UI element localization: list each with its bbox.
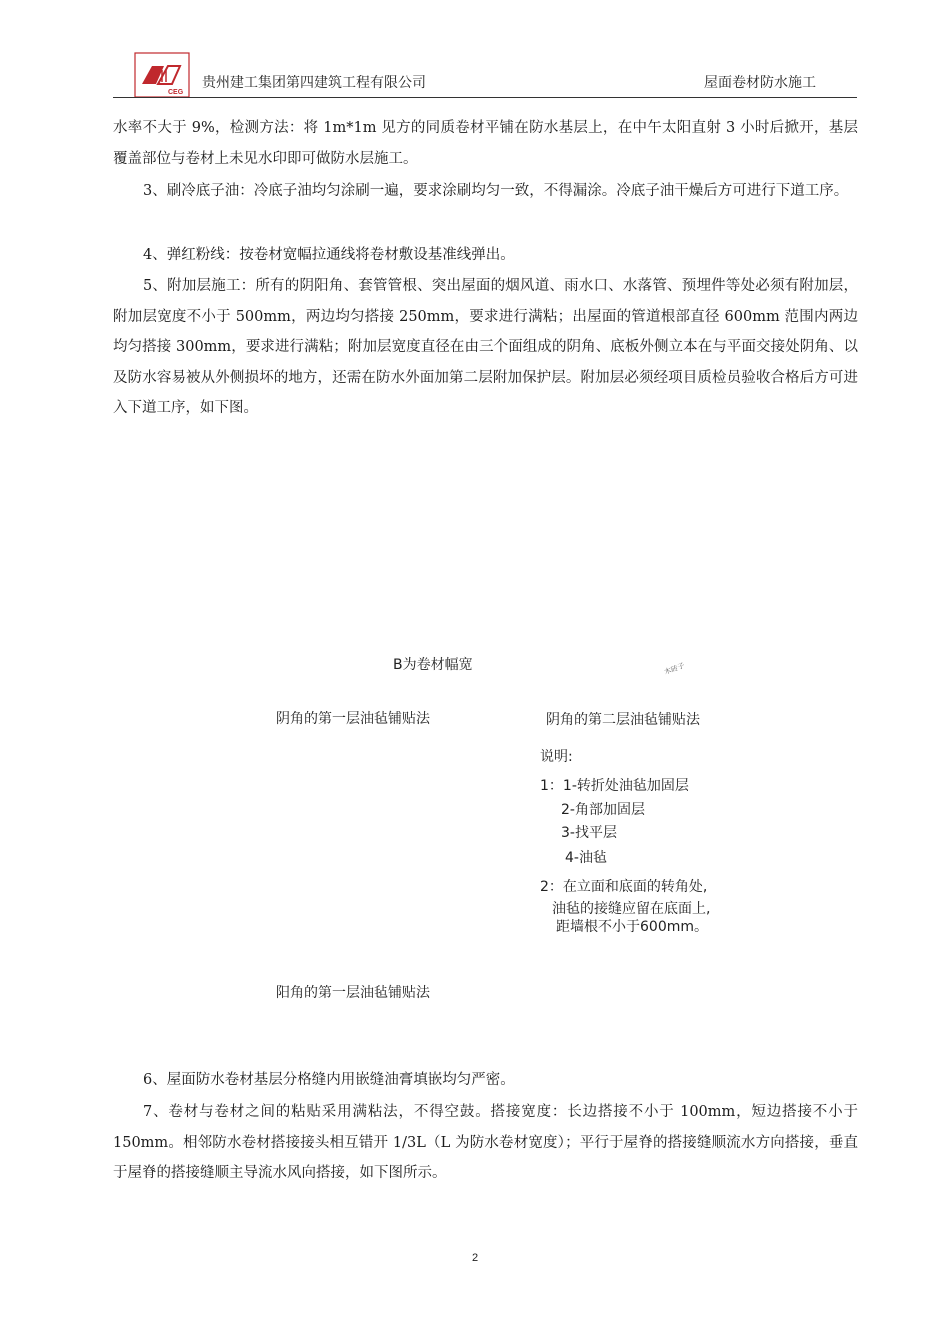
figure-notes-title: 说明: xyxy=(540,749,573,765)
figure-note-1-sub: 4-油毡 xyxy=(565,850,607,866)
figure-tiny-label: 木砖子 xyxy=(663,661,686,677)
paragraph-step-3: 3、刷冷底子油：冷底子油均匀涂刷一遍，要求涂刷均匀一致，不得漏涂。冷底子油干燥后方可进行下道工序。 xyxy=(143,183,849,199)
paragraph-moisture-test: 水率不大于 9%，检测方法：将 1m*1m 见方的同质卷材平铺在防水基层上，在中午太阳直射 3 小时后掀开，基层覆盖部位与卷材上未见水印即可做防水层施工。 xyxy=(113,120,858,167)
figure-width-label: B为卷材幅宽 xyxy=(393,657,473,673)
paragraph-step-7: 7、卷材与卷材之间的粘贴采用满粘法，不得空鼓。搭接宽度：长边搭接不小于 100mm，短边搭接不小于 150mm。相邻防水卷材搭接接头相互错开 1/3L（L 为防水卷材宽度）；平行于屋脊的搭接缝顺流水方向搭接，垂直于屋脊的搭接缝顺主导流水风向搭接，如下图所示。 xyxy=(113,1104,858,1181)
figure-caption-outer-first: 阳角的第一层油毡铺贴法 xyxy=(276,985,430,1001)
svg-text:CEG: CEG xyxy=(168,89,184,96)
figure-note-1-sub: 2-角部加固层 xyxy=(561,802,645,818)
page-number: 2 xyxy=(471,1252,479,1264)
paragraph-step-5: 5、附加层施工：所有的阴阳角、套管管根、突出屋面的烟风道、雨水口、水落管、预埋件等处必须有附加层，附加层宽度不小于 500mm，两边均匀搭接 250mm，要求进行满粘；出屋面的管道根部直径 600mm 范围内两边均匀搭接 300mm，要求进行满粘；附加层宽度直径在由三个面组成的阴角、底板外侧立本在与平面交接处阴角、以及防水容易被从外侧损坏的地方，还需在防水外面加第二层附加保护层。附加层必须经项目质检员验收合格后方可进入下道工序，如下图。 xyxy=(113,278,858,416)
figure-caption-inner-second: 阴角的第二层油毡铺贴法 xyxy=(546,712,700,728)
figure-note-2-line: 油毡的接缝应留在底面上, xyxy=(552,901,711,917)
paragraph-step-6: 6、屋面防水卷材基层分格缝内用嵌缝油膏填嵌均匀严密。 xyxy=(143,1072,515,1088)
paragraph-step-4: 4、弹红粉线：按卷材宽幅拉通线将卷材敷设基准线弹出。 xyxy=(143,247,515,263)
figure-note-2: 2：在立面和底面的转角处, xyxy=(540,879,708,895)
company-logo xyxy=(134,52,190,98)
header-company-name: 贵州建工集团第四建筑工程有限公司 xyxy=(202,75,426,91)
figure-note-2-line: 距墙根不小于600mm。 xyxy=(556,919,708,935)
figure-note-1-sub: 3-找平层 xyxy=(561,825,617,841)
header-document-title: 屋面卷材防水施工 xyxy=(704,75,816,91)
ceg-logo-icon xyxy=(134,52,190,98)
header-divider xyxy=(113,97,857,98)
figure-caption-inner-first: 阴角的第一层油毡铺贴法 xyxy=(276,711,430,727)
figure-note-1: 1：1-转折处油毡加固层 xyxy=(540,778,689,794)
